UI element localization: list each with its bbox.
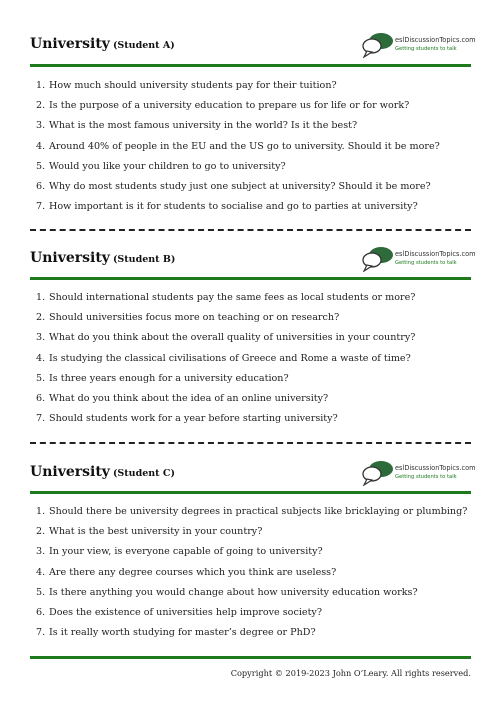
question-list [30, 288, 471, 429]
section-divider [30, 491, 471, 494]
list-item: 2. Is the purpose of a university education to prepare us for life or for work? [36, 100, 410, 112]
list-item: 2. What is the best university in your country? [36, 526, 263, 538]
question-list [30, 76, 471, 217]
section-divider [30, 64, 471, 67]
cut-line [30, 229, 471, 231]
copyright-notice: Copyright © 2019-2023 John O’Leary. All rights reserved. [230, 668, 471, 678]
section-student-b [30, 246, 476, 425]
list-item: 7. Should students work for a year before starting university? [36, 413, 338, 425]
section-title: University (Student C) [30, 464, 175, 480]
list-item: 1. Should there be university degrees in practical subjects like bricklaying or plumbing? [36, 506, 468, 517]
speech-bubbles-icon [361, 32, 395, 58]
section-subtitle: (Student C) [112, 468, 175, 479]
cut-line [30, 442, 471, 444]
section-subtitle: (Student A) [112, 40, 175, 51]
list-item: 5. Is three years enough for a university education? [36, 372, 289, 384]
list-item: 1. How much should university students pay for their tuition? [36, 80, 337, 91]
list-item: 1. Should international students pay the same fees as local students or more? [36, 292, 416, 303]
list-item: 4. Around 40% of people in the EU and the US go to university. Should it be more? [36, 140, 440, 152]
section-student-a [30, 32, 476, 213]
question-list [30, 502, 471, 643]
list-item: 6. Why do most students study just one subject at university? Should it be more? [36, 180, 431, 192]
list-item: 3. What is the most famous university in the world? Is it the best? [36, 120, 358, 132]
section-header [30, 246, 476, 286]
logo-name: eslDiscussionTopics.com [395, 464, 476, 472]
logo-tagline: Getting students to talk [395, 46, 457, 52]
list-item: 7. Is it really worth studying for master’s degree or PhD? [36, 627, 316, 639]
list-item: 5. Would you like your children to go to university? [36, 160, 286, 172]
site-logo [361, 460, 476, 490]
site-logo [361, 32, 476, 62]
section-divider [30, 277, 471, 280]
section-subtitle: (Student B) [112, 254, 176, 265]
list-item: 4. Are there any degree courses which you think are useless? [36, 566, 337, 578]
section-header [30, 460, 476, 500]
list-item: 6. What do you think about the idea of an online university? [36, 392, 329, 404]
list-item: 2. Should universities focus more on teaching or on research? [36, 312, 340, 324]
list-item: 4. Is studying the classical civilisations of Greece and Rome a waste of time? [36, 352, 411, 364]
logo-tagline: Getting students to talk [395, 474, 457, 480]
list-item: 3. In your view, is everyone capable of going to university? [36, 546, 323, 558]
logo-name: eslDiscussionTopics.com [395, 250, 476, 258]
speech-bubbles-icon [361, 246, 395, 272]
footer-divider [30, 656, 471, 659]
list-item: 3. What do you think about the overall quality of universities in your country? [36, 332, 416, 344]
list-item: 5. Is there anything you would change about how university education works? [36, 586, 418, 598]
section-title: University (Student A) [30, 36, 175, 52]
logo-tagline: Getting students to talk [395, 260, 457, 266]
speech-bubbles-icon [361, 460, 395, 486]
section-student-c [30, 460, 476, 639]
logo-name: eslDiscussionTopics.com [395, 36, 476, 44]
list-item: 6. Does the existence of universities help improve society? [36, 606, 322, 618]
site-logo [361, 246, 476, 276]
list-item: 7. How important is it for students to socialise and go to parties at university? [36, 201, 418, 213]
section-title: University (Student B) [30, 250, 176, 266]
